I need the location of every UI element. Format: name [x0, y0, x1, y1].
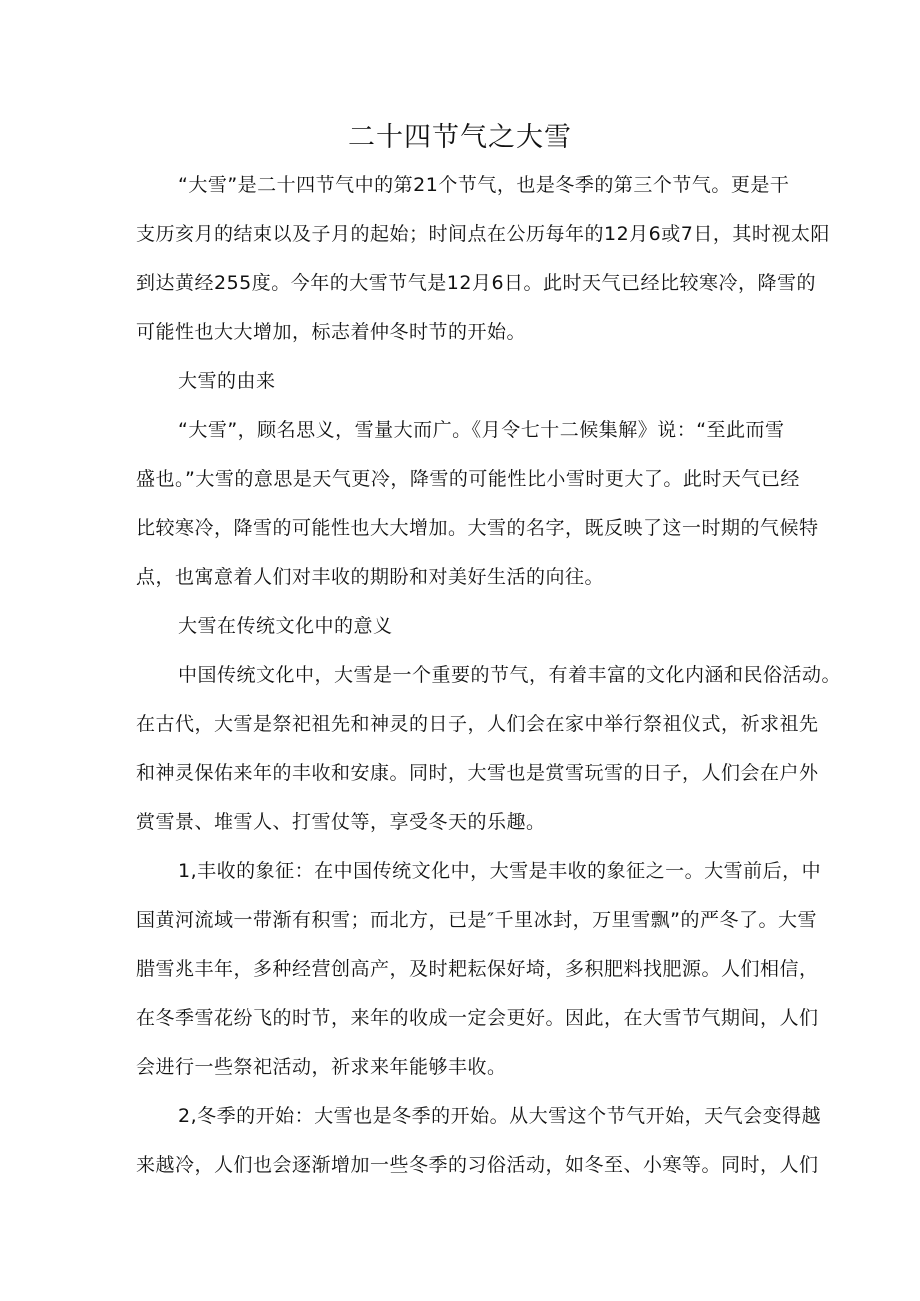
paragraph-harvest-line: 腊雪兆丰年，多种经营创高产，及时耙耘保好埼，多积肥料找肥源。人们相信， — [136, 958, 819, 980]
paragraph-origin-line: 点，也寓意着人们对丰收的期盼和对美好生活的向往。 — [136, 566, 605, 588]
paragraph-culture-line: 在古代，大雪是祭祀祖先和神灵的日子，人们会在家中举行祭祖仪式，祈求祖先 — [136, 713, 819, 735]
paragraph-intro-line: 可能性也大大增加，标志着仲冬时节的开始。 — [136, 321, 527, 343]
paragraph-origin-line: 盛也。”大雪的意思是天气更冷，降雪的可能性比小雪时更大了。此时天气已经 — [136, 468, 800, 490]
document-title: 二十四节气之大雪 — [348, 122, 572, 153]
paragraph-winter-line: 2,冬季的开始：大雪也是冬季的开始。从大雪这个节气开始，天气会变得越 — [178, 1105, 822, 1127]
paragraph-culture-line: 中国传统文化中，大雪是一个重要的节气，有着丰富的文化内涵和民俗活动。 — [178, 664, 842, 686]
paragraph-intro-line: 到达黄经255度。今年的大雪节气是12月6日。此时天气已经比较寒冷，降雪的 — [136, 272, 817, 294]
paragraph-origin-line: 比较寒冷，降雪的可能性也大大增加。大雪的名字，既反映了这一时期的气候特 — [136, 517, 819, 539]
paragraph-harvest-line: 1,丰收的象征：在中国传统文化中，大雪是丰收的象征之一。大雪前后，中 — [178, 860, 822, 882]
paragraph-harvest-line: 会进行一些祭祀活动，祈求来年能够丰收。 — [136, 1056, 507, 1078]
paragraph-intro-line: “大雪”是二十四节气中的第21个节气，也是冬季的第三个节气。更是干 — [178, 174, 790, 196]
paragraph-winter-line: 来越冷，人们也会逐渐增加一些冬季的习俗活动，如冬至、小寒等。同时，人们 — [136, 1154, 819, 1176]
paragraph-harvest-line: 在冬季雪花纷飞的时节，来年的收成一定会更好。因此，在大雪节气期间，人们 — [136, 1007, 819, 1029]
section-heading-origin: 大雪的由来 — [178, 370, 276, 392]
paragraph-culture-line: 和神灵保佑来年的丰收和安康。同时，大雪也是赏雪玩雪的日子，人们会在户外 — [136, 762, 819, 784]
section-heading-culture: 大雪在传统文化中的意义 — [178, 615, 393, 637]
paragraph-culture-line: 赏雪景、堆雪人、打雪仗等，享受冬天的乐趣。 — [136, 811, 546, 833]
paragraph-origin-line: “大雪”，顾名思义，雪量大而广。《月令七十二候集解》说：“至此而雪 — [178, 419, 785, 441]
paragraph-harvest-line: 国黄河流域一带渐有积雪；而北方，已是″千里冰封，万里雪飘”的严冬了。大雪 — [136, 909, 817, 931]
paragraph-intro-line: 支历亥月的结束以及子月的起始；时间点在公历每年的12月6或7日，其时视太阳 — [136, 223, 830, 245]
